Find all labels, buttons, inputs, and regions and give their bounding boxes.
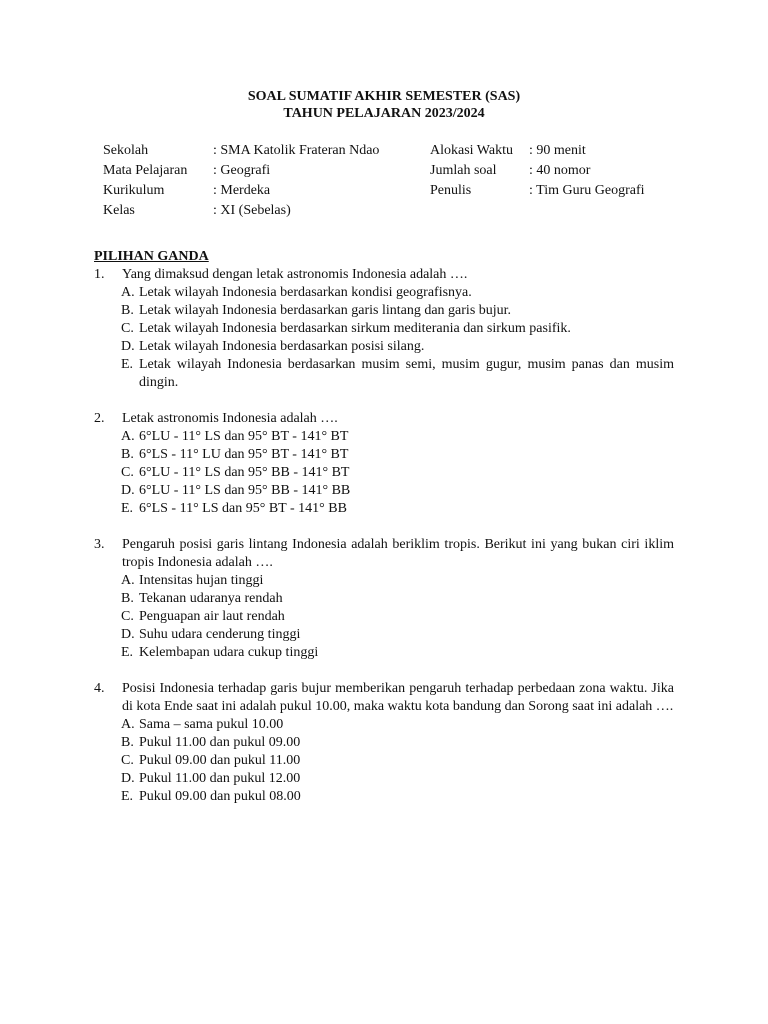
document-subtitle: TAHUN PELAJARAN 2023/2024 bbox=[283, 106, 485, 121]
option-letter: A. bbox=[121, 717, 135, 732]
answer-option[interactable] bbox=[121, 788, 674, 806]
option-letter: A. bbox=[121, 573, 135, 588]
answer-option[interactable] bbox=[121, 284, 674, 302]
option-text: Letak wilayah Indonesia berdasarkan posisi silang. bbox=[139, 339, 425, 354]
info-label: Penulis bbox=[430, 183, 472, 198]
option-text: 6°LU - 11° LS dan 95° BB - 141° BB bbox=[139, 483, 351, 498]
option-letter: E. bbox=[121, 357, 134, 372]
option-text: 6°LU - 11° LS dan 95° BT - 141° BT bbox=[139, 429, 349, 444]
option-text: Letak wilayah Indonesia berdasarkan kondisi geografisnya. bbox=[139, 285, 472, 300]
question-number: 1. bbox=[94, 267, 105, 282]
option-text: Letak wilayah Indonesia berdasarkan musim semi, musim gugur, musim panas dan musim dingin. bbox=[139, 357, 674, 390]
option-letter: D. bbox=[121, 483, 135, 498]
option-text: Tekanan udaranya rendah bbox=[139, 591, 283, 606]
info-label: Kelas bbox=[103, 203, 135, 218]
info-value: : 40 nomor bbox=[529, 163, 591, 178]
answer-option[interactable] bbox=[121, 464, 674, 482]
option-text: Pukul 09.00 dan pukul 08.00 bbox=[139, 789, 301, 804]
answer-option[interactable] bbox=[121, 572, 674, 590]
answer-option[interactable] bbox=[121, 734, 674, 752]
option-letter: C. bbox=[121, 609, 134, 624]
section-heading: PILIHAN GANDA bbox=[94, 249, 209, 264]
option-letter: C. bbox=[121, 321, 134, 336]
question-3 bbox=[94, 536, 674, 662]
answer-option[interactable] bbox=[121, 446, 674, 464]
info-label: Mata Pelajaran bbox=[103, 163, 188, 178]
answer-option[interactable] bbox=[121, 752, 674, 770]
info-value: : XI (Sebelas) bbox=[213, 203, 291, 218]
question-1 bbox=[94, 266, 674, 392]
option-text: Pukul 09.00 dan pukul 11.00 bbox=[139, 753, 301, 768]
option-text: Sama – sama pukul 10.00 bbox=[139, 717, 284, 732]
option-letter: E. bbox=[121, 789, 134, 804]
question-number: 3. bbox=[94, 537, 105, 552]
option-letter: E. bbox=[121, 645, 134, 660]
option-text: 6°LS - 11° LS dan 95° BT - 141° BB bbox=[139, 501, 347, 516]
option-text: Letak wilayah Indonesia berdasarkan sirkum mediterania dan sirkum pasifik. bbox=[139, 321, 571, 336]
answer-option[interactable] bbox=[121, 482, 674, 500]
info-label: Jumlah soal bbox=[430, 163, 497, 178]
option-letter: A. bbox=[121, 429, 135, 444]
option-letter: A. bbox=[121, 285, 135, 300]
option-letter: B. bbox=[121, 591, 134, 606]
info-value: : SMA Katolik Frateran Ndao bbox=[213, 143, 380, 158]
option-text: 6°LU - 11° LS dan 95° BB - 141° BT bbox=[139, 465, 350, 480]
info-value: : Merdeka bbox=[213, 183, 271, 198]
option-text: Intensitas hujan tinggi bbox=[139, 573, 264, 588]
info-value: : Geografi bbox=[213, 163, 271, 178]
question-4 bbox=[94, 680, 674, 806]
answer-option[interactable] bbox=[121, 770, 674, 788]
question-2 bbox=[94, 410, 674, 518]
option-text: Kelembapan udara cukup tinggi bbox=[139, 645, 319, 660]
option-letter: B. bbox=[121, 735, 134, 750]
option-letter: B. bbox=[121, 447, 134, 462]
info-label: Alokasi Waktu bbox=[430, 143, 513, 158]
option-letter: D. bbox=[121, 771, 135, 786]
answer-option[interactable] bbox=[121, 716, 674, 734]
question-list bbox=[94, 266, 674, 824]
document-title: SOAL SUMATIF AKHIR SEMESTER (SAS) bbox=[247, 89, 521, 104]
answer-option[interactable] bbox=[121, 302, 674, 320]
question-text: Posisi Indonesia terhadap garis bujur memberikan pengaruh terhadap perbedaan zona waktu. Jika di kota Ende saat ini adalah pukul 10.00, maka waktu kota bandung dan Sorong saat ini adalah …. bbox=[122, 681, 674, 714]
option-text: Pukul 11.00 dan pukul 12.00 bbox=[139, 771, 301, 786]
info-label: Kurikulum bbox=[103, 183, 165, 198]
answer-option[interactable] bbox=[121, 626, 674, 644]
answer-option[interactable] bbox=[121, 320, 674, 338]
option-text: Letak wilayah Indonesia berdasarkan garis lintang dan garis bujur. bbox=[139, 303, 512, 318]
question-text: Pengaruh posisi garis lintang Indonesia adalah beriklim tropis. Berikut ini yang bukan ciri iklim tropis Indonesia adalah …. bbox=[122, 537, 674, 570]
answer-option[interactable] bbox=[121, 608, 674, 626]
question-number: 4. bbox=[94, 681, 105, 696]
option-letter: B. bbox=[121, 303, 134, 318]
answer-option[interactable] bbox=[121, 500, 674, 518]
answer-option[interactable] bbox=[121, 644, 674, 662]
info-value: : 90 menit bbox=[529, 143, 586, 158]
option-text: 6°LS - 11° LU dan 95° BT - 141° BT bbox=[139, 447, 349, 462]
option-text: Penguapan air laut rendah bbox=[139, 609, 285, 624]
option-text: Pukul 11.00 dan pukul 09.00 bbox=[139, 735, 301, 750]
answer-option[interactable] bbox=[121, 356, 674, 392]
question-text: Yang dimaksud dengan letak astronomis Indonesia adalah …. bbox=[122, 267, 468, 282]
answer-option[interactable] bbox=[121, 590, 674, 608]
info-label: Sekolah bbox=[103, 143, 149, 158]
answer-option[interactable] bbox=[121, 338, 674, 356]
option-letter: C. bbox=[121, 753, 134, 768]
question-text: Letak astronomis Indonesia adalah …. bbox=[122, 411, 338, 426]
option-letter: C. bbox=[121, 465, 134, 480]
option-letter: D. bbox=[121, 627, 135, 642]
option-letter: E. bbox=[121, 501, 134, 516]
question-number: 2. bbox=[94, 411, 105, 426]
answer-option[interactable] bbox=[121, 428, 674, 446]
option-letter: D. bbox=[121, 339, 135, 354]
option-text: Suhu udara cenderung tinggi bbox=[139, 627, 301, 642]
info-value: : Tim Guru Geografi bbox=[529, 183, 645, 198]
